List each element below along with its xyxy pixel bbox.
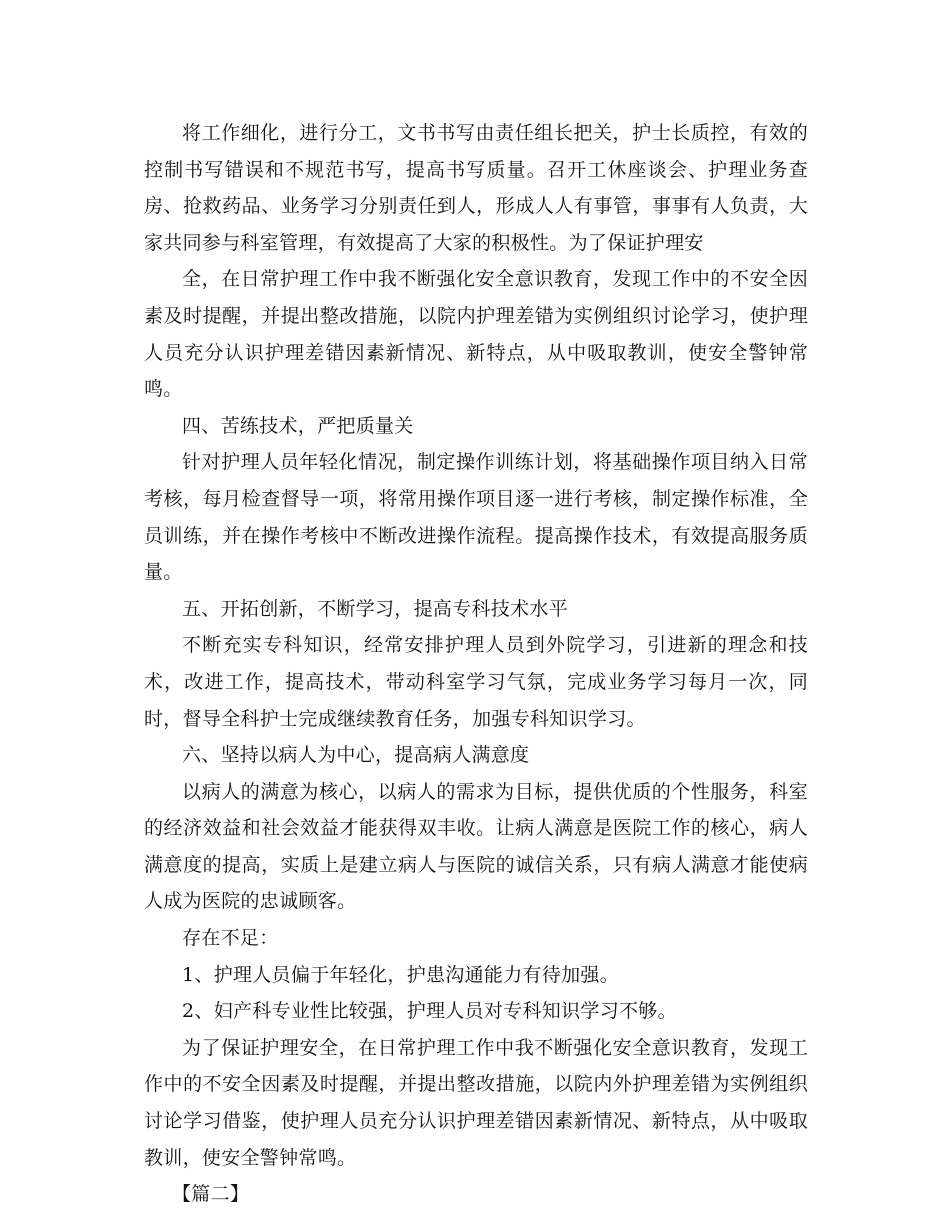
document-body [144, 115, 808, 1213]
paragraph-safety-education: 全，在日常护理工作中我不断强化安全意识教育，发现工作中的不安全因素及时提醒，并提出整改措施，以院内护理差错为实例组织讨论学习，使护理人员充分认识护理差错因素新情况、新特点，从中吸取教训，使安全警钟常鸣。 [144, 268, 808, 401]
section-heading-shortcomings: 存在不足： [182, 927, 279, 950]
shortcoming-item-2: 2、妇产科专业性比较强，护理人员对专科知识学习不够。 [182, 1000, 677, 1023]
section-heading-innovation: 五、开拓创新，不断学习，提高专科技术水平 [182, 597, 569, 620]
section-marker-part-two: 【篇二】 [172, 1183, 250, 1206]
section-heading-patient-centered: 六、坚持以病人为中心，提高病人满意度 [182, 744, 530, 767]
paragraph-specialty-learning: 不断充实专科知识，经常安排护理人员到外院学习，引进新的理念和技术，改进工作，提高技术，带动科室学习气氛，完成业务学习每月一次，同时，督导全科护士完成继续教育任务，加强专科知识学习。 [144, 634, 808, 730]
paragraph-safety-summary: 为了保证护理安全，在日常护理工作中我不断强化安全意识教育，发现工作中的不安全因素及时提醒，并提出整改措施，以院内外护理差错为实例组织讨论学习借鉴，使护理人员充分认识护理差错因素新情况、新特点，从中吸取教训，使安全警钟常鸣。 [144, 1036, 808, 1169]
paragraph-work-division: 将工作细化，进行分工，文书书写由责任组长把关，护士长质控，有效的控制书写错误和不规范书写，提高书写质量。召开工休座谈会、护理业务查房、抢救药品、业务学习分别责任到人，形成人人有事管，事事有人负责，大家共同参与科室管理，有效提高了大家的积极性。为了保证护理安 [144, 122, 808, 254]
paragraph-skills-training: 针对护理人员年轻化情况，制定操作训练计划，将基础操作项目纳入日常考核，每月检查督导一项，将常用操作项目逐一进行考核，制定操作标准，全员训练，并在操作考核中不断改进操作流程。提高操作技术，有效提高服务质量。 [144, 451, 808, 584]
section-heading-skills: 四、苦练技术，严把质量关 [182, 414, 414, 437]
shortcoming-item-1: 1、护理人员偏于年轻化，护患沟通能力有待加强。 [182, 963, 619, 986]
paragraph-patient-satisfaction: 以病人的满意为核心，以病人的需求为目标，提供优质的个性服务，科室的经济效益和社会效益才能获得双丰收。让病人满意是医院工作的核心，病人满意度的提高，实质上是建立病人与医院的诚信关系，只有病人满意才能使病人成为医院的忠诚顾客。 [144, 780, 808, 913]
